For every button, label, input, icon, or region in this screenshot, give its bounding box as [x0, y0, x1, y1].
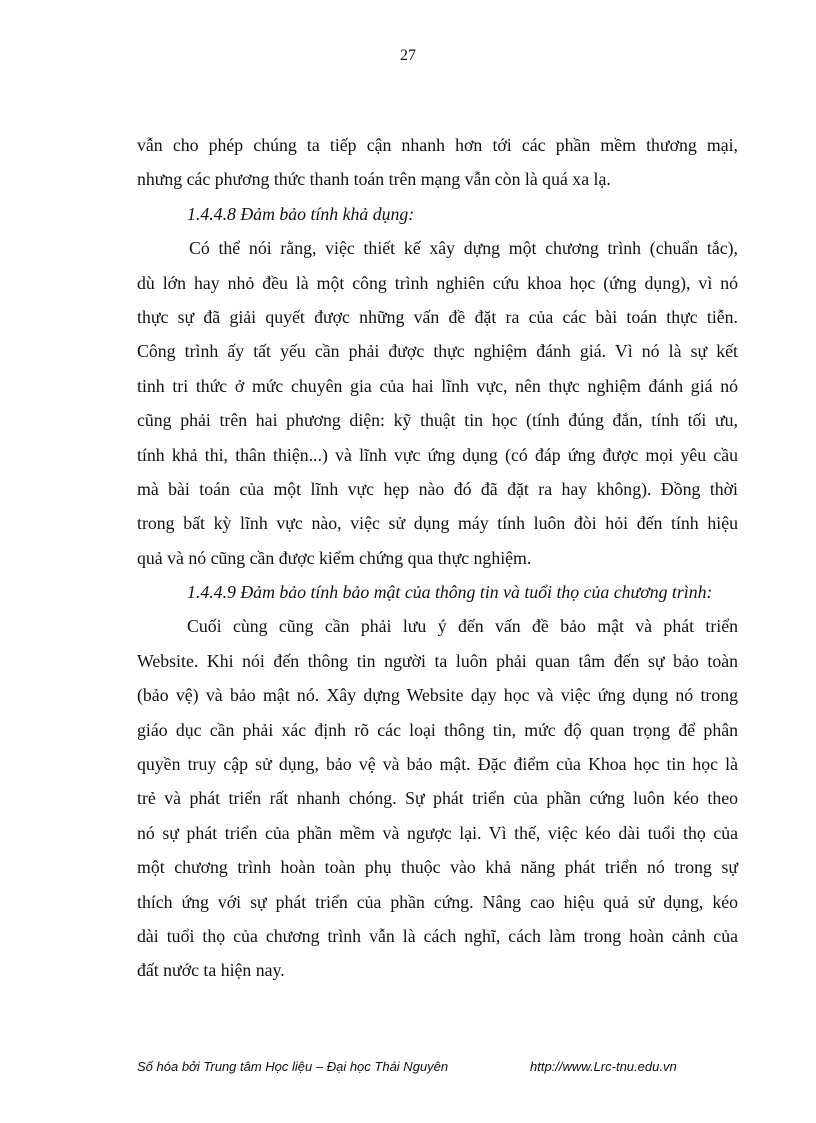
paragraph-line: (bảo vệ) và bảo mật nó. Xây dựng Website dạy học và việc ứng dụng nó trong [137, 685, 738, 706]
paragraph-line: quả và nó cũng cần được kiểm chứng qua thực nghiệm. [137, 547, 532, 568]
paragraph-line: mà bài toán của một lĩnh vực hẹp nào đó đã đặt ra hay không). Đồng thời [137, 478, 738, 499]
paragraph-line: dù lớn hay nhỏ đều là một công trình nghiên cứu khoa học (ứng dụng), vì nó [137, 272, 738, 293]
paragraph-line: giáo dục cần phải xác định rõ các loại thông tin, mức độ quan trọng để phân [137, 719, 738, 740]
paragraph-line: quyền truy cập sử dụng, bảo vệ và bảo mật. Đặc điểm của Khoa học tin học là [137, 754, 738, 775]
section-heading: 1.4.4.9 Đảm bảo tính bảo mật của thông tin và tuổi thọ của chương trình: [187, 582, 713, 603]
footer-source: Số hóa bởi Trung tâm Học liệu – Đại học Thái Nguyên [137, 1059, 449, 1074]
paragraph [137, 231, 738, 575]
paragraph [137, 128, 738, 197]
paragraph-line: đất nước ta hiện nay. [137, 960, 285, 981]
paragraph-line: trẻ và phát triển rất nhanh chóng. Sự phát triển của phần cứng luôn kéo theo [137, 788, 738, 809]
paragraph-line: dài tuổi thọ của chương trình vẫn là cách nghĩ, cách làm trong hoàn cảnh của [137, 925, 738, 946]
paragraph-line: tinh tri thức ở mức chuyên gia của hai lĩnh vực, nên thực nghiệm đánh giá nó [137, 375, 738, 396]
page-number: 27 [400, 47, 416, 64]
paragraph-line: Cuối cùng cũng cần phải lưu ý đến vấn đề bảo mật và phát triển [187, 616, 738, 637]
paragraph [137, 609, 738, 987]
footer-url[interactable]: http://www.Lrc-tnu.edu.vn [530, 1059, 677, 1074]
paragraph-line: cũng phải trên hai phương diện: kỹ thuật tin học (tính đúng đắn, tính tối ưu, [137, 410, 738, 431]
paragraph-line: thực sự đã giải quyết được những vấn đề đặt ra của các bài toán thực tiễn. [137, 306, 738, 327]
paragraph-line: một chương trình hoàn toàn phụ thuộc vào khả năng phát triển nó trong sự [137, 857, 738, 878]
paragraph-line: Website. Khi nói đến thông tin người ta luôn phải quan tâm đến sự bảo toàn [137, 650, 738, 671]
document-body [137, 128, 738, 988]
paragraph-line: nhưng các phương thức thanh toán trên mạng vẫn còn là quá xa lạ. [137, 169, 611, 190]
paragraph-line: tính khả thi, thân thiện...) và lĩnh vực ứng dụng (có đáp ứng được mọi yêu cầu [137, 444, 738, 465]
paragraph-line: Có thể nói rằng, việc thiết kế xây dựng một chương trình (chuẩn tắc), [189, 238, 738, 259]
paragraph-line: trong bất kỳ lĩnh vực nào, việc sử dụng máy tính luôn đòi hỏi đến tính hiệu [137, 513, 738, 534]
paragraph-line: vẫn cho phép chúng ta tiếp cận nhanh hơn tới các phần mềm thương mại, [137, 135, 738, 155]
section-heading: 1.4.4.8 Đảm bảo tính khả dụng: [187, 203, 415, 224]
paragraph-line: thích ứng với sự phát triển của phần cứng. Nâng cao hiệu quả sử dụng, kéo [137, 891, 738, 912]
paragraph-line: nó sự phát triển của phần mềm và ngược lại. Vì thế, việc kéo dài tuổi thọ của [137, 822, 738, 843]
paragraph-line: Công trình ấy tất yếu cần phải được thực nghiệm đánh giá. Vì nó là sự kết [137, 341, 738, 362]
